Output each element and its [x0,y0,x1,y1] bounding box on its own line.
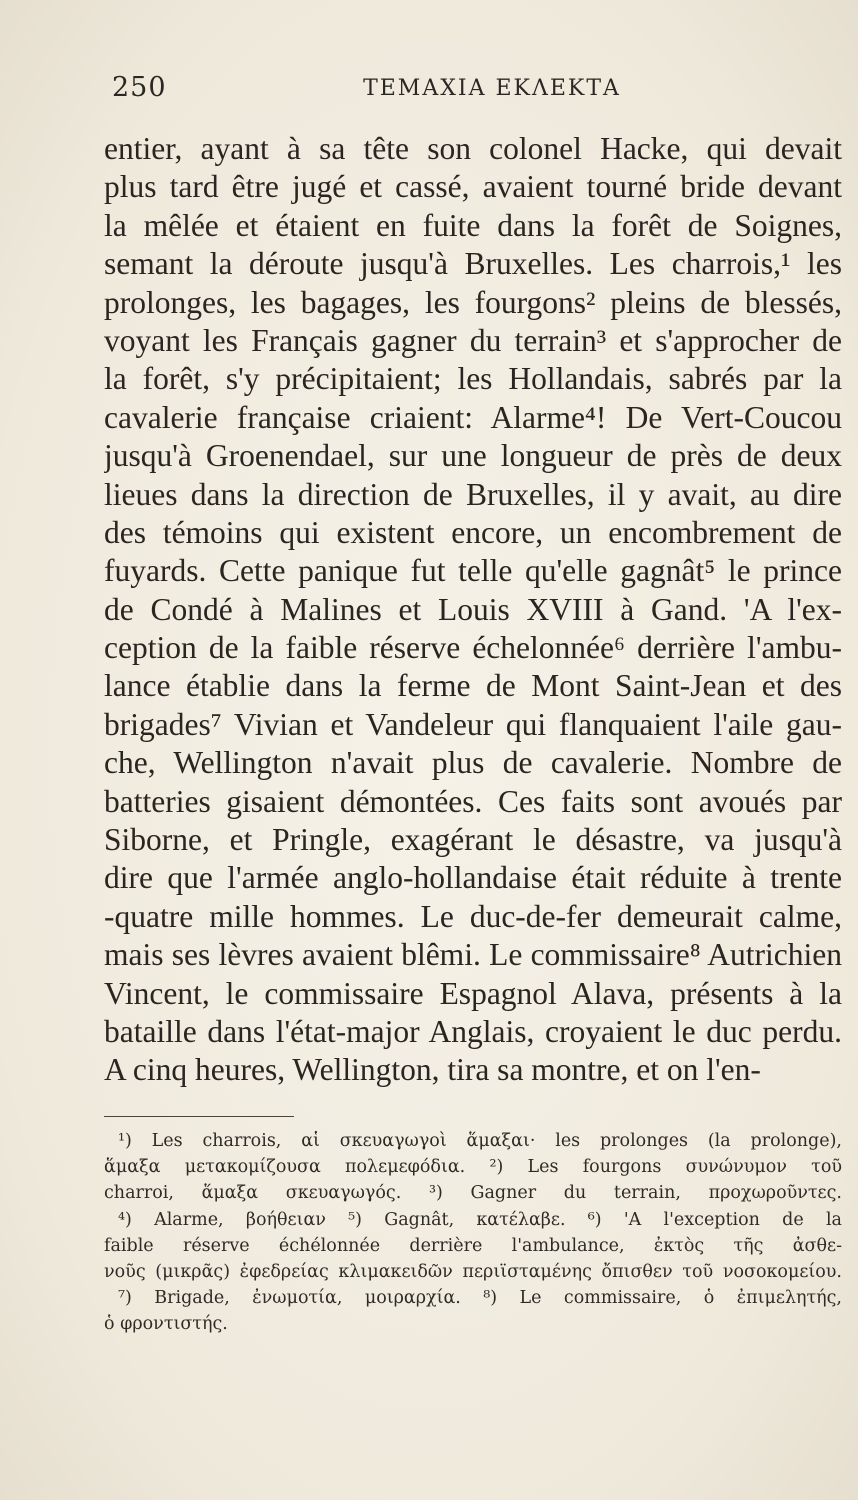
body-line: -quatre mille hommes. Le duc-de-fer demeurait calme, [104,898,842,934]
body-line: mais ses lèvres avaient blêmi. Le commissaire⁸ Autrichien [104,937,842,973]
body-line: des témoins qui existent encore, un encombrement de [104,514,842,550]
body-line: A cinq heures, Wellington, tira sa montre, et on l'en- [104,1052,761,1088]
page-number: 250 [112,72,167,103]
footnote-line: ⁷) Brigade, ἐνωμοτία, μοιραρχία. ⁸) Le commissaire, ὁ ἐπιμελητής, [118,1288,842,1309]
footnote-separator [104,1116,294,1117]
body-line: plus tard être jugé et cassé, avaient tourné bride devant [104,169,842,205]
body-line: ception de la faible réserve échelonnée⁶ derrière l'ambu- [104,630,842,666]
page-header [112,72,812,112]
footnote-line: charroi, ἅμαξα σκευαγωγός. ³) Gagner du terrain, προχωροῦντες. [104,1183,842,1204]
body-line: la forêt, s'y précipitaient; les Hollandais, sabrés par la [104,361,842,397]
body-line: fuyards. Cette panique fut telle qu'elle gagnât⁵ le prince [104,553,842,589]
running-title: ΤΕΜΑΧΙΑ ΕΚΛΕΚΤΑ [363,76,621,101]
footnote-line: ¹) Les charrois, αἱ σκευαγωγοὶ ἅμαξαι· les prolonges (la prolonge), [118,1131,842,1151]
body-line: bataille dans l'état-major Anglais, croyaient le duc perdu. [104,1013,842,1049]
footnotes [104,1128,842,1338]
body-line: lieues dans la direction de Bruxelles, il y avait, au dire [104,476,842,512]
body-line: voyant les Français gagner du terrain³ et s'approcher de [104,322,842,358]
footnote-line: ὁ φροντιστής. [104,1314,228,1335]
body-line: brigades⁷ Vivian et Vandeleur qui flanquaient l'aile gau- [104,706,842,742]
body-line: Vincent, le commissaire Espagnol Alava, présents à la [104,975,842,1011]
body-line: batteries gisaient démontées. Ces faits sont avoués par [104,783,842,819]
body-line: la mêlée et étaient en fuite dans la forêt de Soignes, [104,207,842,243]
body-line: entier, ayant à sa tête son colonel Hacke, qui devait [104,131,842,166]
footnote-line: νοῦς (μικρᾶς) ἐφεδρείας κλιμακειδῶν περιϊσταμένης ὄπισθεν τοῦ νοσοκομείου. [104,1261,842,1282]
body-line: dire que l'armée anglo-hollandaise était réduite à trente [104,860,842,896]
body-line: lance établie dans la ferme de Mont Saint-Jean et des [104,668,842,704]
body-line: Siborne, et Pringle, exagérant le désastre, va jusqu'à [104,822,842,858]
body-line: de Condé à Malines et Louis XVIII à Gand. 'A l'ex- [104,591,842,627]
body-line: jusqu'à Groenendael, sur une longueur de près de deux [104,438,842,474]
body-text [104,130,842,1090]
footnote-line: ⁴) Alarme, βοήθειαν ⁵) Gagnât, κατέλαβε. ⁶) 'A l'exception de la [118,1209,842,1230]
footnote-line: faible réserve échélonnée derrière l'ambulance, ἐκτὸς τῆς ἀσθε- [104,1235,842,1256]
body-line: cavalerie française criaient: Alarme⁴! De Vert-Coucou [104,399,842,435]
body-line: che, Wellington n'avait plus de cavalerie. Nombre de [104,745,842,781]
body-line: prolonges, les bagages, les fourgons² pleins de blessés, [104,284,842,320]
footnote-line: ἅμαξα μετακομίζουσα πολεμεφόδια. ²) Les fourgons συνώνυμον τοῦ [104,1157,842,1178]
body-line: semant la déroute jusqu'à Bruxelles. Les charrois,¹ les [104,246,842,282]
